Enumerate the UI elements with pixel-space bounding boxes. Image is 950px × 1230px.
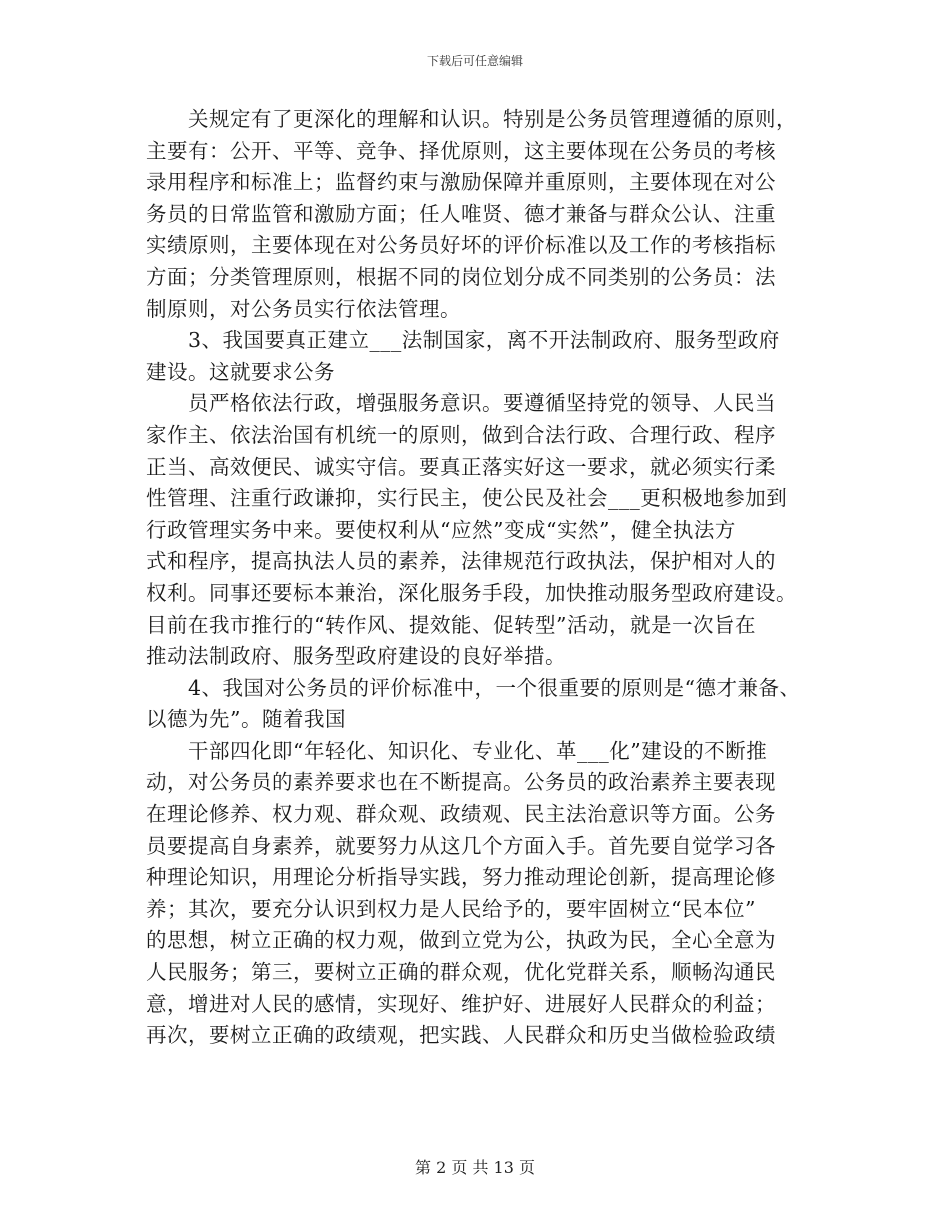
- text-line: 员严格依法行政，增强服务意识。要遵循坚持党的领导、人民当: [188, 391, 776, 416]
- text-line: 录用程序和标准上；监督约束与激励保障并重原则，主要体现在对公: [146, 170, 776, 195]
- text-line: 4、我国对公务员的评价标准中，一个很重要的原则是“德才兼备、: [188, 675, 801, 700]
- text-line: 方面；分类管理原则，根据不同的岗位划分成不同类别的公务员：法: [146, 264, 776, 289]
- text-line: 制原则，对公务员实行依法管理。: [146, 296, 461, 321]
- text-line: 以德为先”。随着我国: [146, 707, 346, 732]
- text-line: 式和程序，提高执法人员的素养，法律规范行政执法，保护相对人的: [146, 549, 776, 574]
- text-line: 性管理、注重行政谦抑，实行民主，使公民及社会___更积极地参加到: [146, 486, 788, 511]
- text-line: 再次，要树立正确的政绩观，把实践、人民群众和历史当做检验政绩: [146, 1023, 776, 1048]
- text-line: 推动法制政府、服务型政府建设的良好举措。: [146, 644, 566, 669]
- text-line: 主要有：公开、平等、竞争、择优原则，这主要体现在公务员的考核: [146, 138, 776, 163]
- text-line: 在理论修养、权力观、群众观、政绩观、民主法治意识等方面。公务: [146, 802, 776, 827]
- text-line: 正当、高效便民、诚实守信。要真正落实好这一要求，就必须实行柔: [146, 454, 776, 479]
- text-line: 行政管理实务中来。要使权利从“应然”变成“实然”，健全执法方: [146, 517, 736, 542]
- document-body: [146, 104, 806, 1052]
- text-line: 实绩原则，主要体现在对公务员好坏的评价标准以及工作的考核指标: [146, 233, 776, 258]
- text-line: 员要提高自身素养，就要努力从这几个方面入手。首先要自觉学习各: [146, 833, 776, 858]
- text-line: 建设。这就要求公务: [146, 359, 335, 384]
- text-line: 务员的日常监管和激励方面；任人唯贤、德才兼备与群众公认、注重: [146, 201, 776, 226]
- text-line: 干部四化即“年轻化、知识化、专业化、革___化”建设的不断推: [188, 738, 768, 763]
- text-line: 权利。同事还要标本兼治，深化服务手段，加快推动服务型政府建设。: [146, 580, 797, 605]
- text-line: 动，对公务员的素养要求也在不断提高。公务员的政治素养主要表现: [146, 770, 776, 795]
- text-line: 3、我国要真正建立___法制国家，离不开法制政府、服务型政府: [188, 328, 780, 353]
- text-line: 家作主、依法治国有机统一的原则，做到合法行政、合理行政、程序: [146, 422, 776, 447]
- text-line: 的思想，树立正确的权力观，做到立党为公，执政为民，全心全意为: [146, 928, 776, 953]
- text-line: 人民服务；第三，要树立正确的群众观，优化党群关系，顺畅沟通民: [146, 960, 776, 985]
- text-line: 养；其次，要充分认识到权力是人民给予的，要牢固树立“民本位”: [146, 896, 756, 921]
- text-line: 目前在我市推行的“转作风、提效能、促转型”活动，就是一次旨在: [146, 612, 756, 637]
- page-header: 下载后可任意编辑: [426, 54, 523, 68]
- text-line: 意，增进对人民的感情，实现好、维护好、进展好人民群众的利益；: [146, 991, 776, 1016]
- text-line: 种理论知识，用理论分析指导实践，努力推动理论创新，提高理论修: [146, 865, 776, 890]
- page-number-footer: 第 2 页 共 13 页: [415, 1158, 535, 1177]
- text-line: 关规定有了更深化的理解和认识。特别是公务员管理遵循的原则，: [188, 107, 797, 131]
